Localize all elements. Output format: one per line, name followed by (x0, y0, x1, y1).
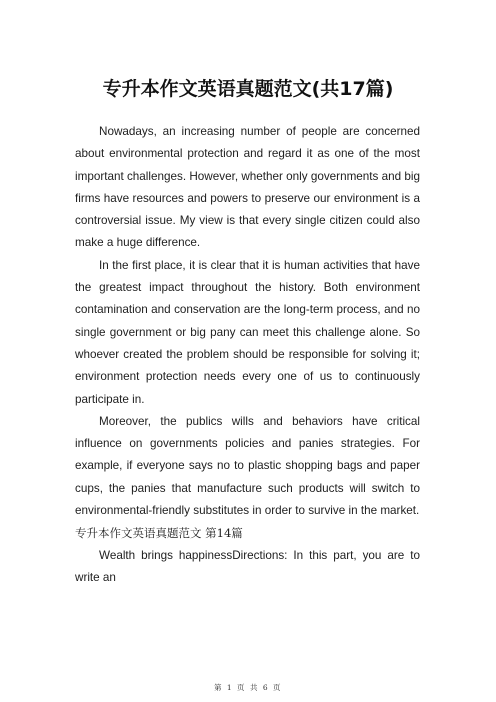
paragraph-1: Nowadays, an increasing number of people are concerned about environmental protection and regard it as one of the most important challenges. However, whether only governments and big firms have resources and powers to preserve our environment is a controversial issue. My view is that every single citizen could also make a huge difference. (75, 125, 420, 250)
section-heading: 专升本作文英语真题范文 第14篇 (75, 526, 243, 541)
paragraph-4: Wealth brings happinessDirections: In this part, you are to write an (75, 548, 420, 584)
page-number-footer: 第 1 页 共 6 页 (214, 683, 282, 692)
paragraph-3: Moreover, the publics wills and behaviors have critical influence on governments policies and panies strategies. For example, if everyone says no to plastic shopping bags and paper cups, the panies that manufacture such products will switch to environmental-friendly substitutes in order to survive in the market. (75, 414, 420, 518)
document-title: 专升本作文英语真题范文(共17篇) (102, 78, 394, 100)
paragraph-2: In the first place, it is clear that it is human activities that have the greatest impact throughout the history. Both environment contamination and conservation are the long-term process, and no single government or big pany can meet this challenge alone. So whoever created the problem should be responsible for solving it; environment protection needs every one of us to continuously participate in. (75, 258, 420, 406)
document-body (75, 121, 420, 589)
